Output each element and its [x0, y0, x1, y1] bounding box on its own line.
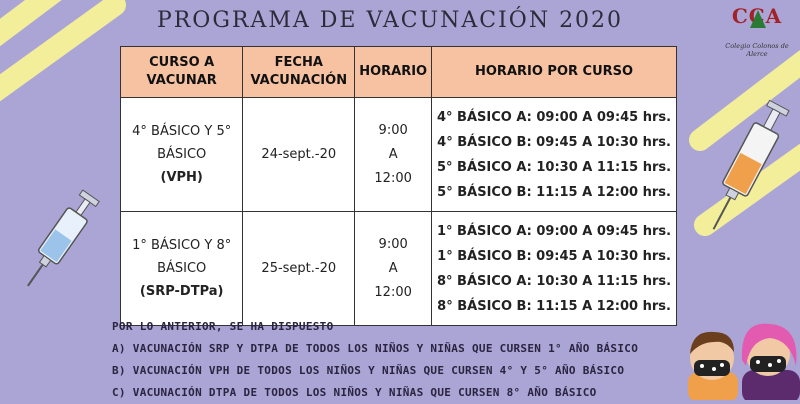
- school-logo: [718, 4, 796, 58]
- table-row: [121, 212, 677, 326]
- cell-slots: [432, 98, 677, 212]
- header-horario-por-curso: HORARIO POR CURSO: [432, 47, 677, 98]
- cell-curso: [121, 98, 243, 212]
- cell-horario: [355, 212, 432, 326]
- slot-item: 4° BÁSICO B: 09:45 A 10:30 hrs.: [437, 134, 671, 150]
- horario-start: 9:00: [378, 236, 408, 252]
- vaccine-label: (SRP-DTPa): [139, 284, 224, 299]
- tree-icon: [750, 10, 766, 28]
- cell-fecha: 25-sept.-20: [243, 212, 355, 326]
- header-fecha: FECHA VACUNACIÓN: [243, 47, 355, 98]
- curso-label: 4° BÁSICO Y 5° BÁSICO: [132, 124, 232, 162]
- notes-intro: POR LO ANTERIOR, SE HA DISPUESTO: [112, 320, 334, 333]
- vaccination-schedule-table: [120, 46, 677, 326]
- vaccine-label: (VPH): [160, 170, 203, 185]
- top-left-stripes: [0, 0, 115, 95]
- horario-end: 12:00: [374, 284, 412, 300]
- cell-horario: [355, 98, 432, 212]
- slot-item: 5° BÁSICO A: 10:30 A 11:15 hrs.: [436, 159, 672, 175]
- table-header-row: [121, 47, 677, 98]
- syringe-left-icon: [20, 180, 100, 300]
- horario-end: 12:00: [374, 170, 412, 186]
- note-item: A) VACUNACIÓN SRP Y DTPA DE TODOS LOS NIÑOS Y NIÑAS QUE CURSEN 1° AÑO BÁSICO: [112, 342, 639, 355]
- slot-item: 8° BÁSICO B: 11:15 A 12:00 hrs.: [437, 298, 671, 314]
- cell-slots: [432, 212, 677, 326]
- header-horario: HORARIO: [355, 47, 432, 98]
- cell-fecha: 24-sept.-20: [243, 98, 355, 212]
- slot-item: 1° BÁSICO A: 09:00 A 09:45 hrs.: [436, 223, 672, 239]
- slot-item: 4° BÁSICO A: 09:00 A 09:45 hrs.: [436, 109, 672, 125]
- slot-item: 8° BÁSICO A: 10:30 A 11:15 hrs.: [436, 273, 672, 289]
- logo-school-name: Colegio Colonos de Alerce: [725, 42, 789, 58]
- note-item: B) VACUNACIÓN VPH DE TODOS LOS NIÑOS Y NIÑAS QUE CURSEN 4° Y 5° AÑO BÁSICO: [112, 364, 625, 377]
- page-title: PROGRAMA DE VACUNACIÓN 2020: [156, 8, 624, 33]
- header-curso: CURSO A VACUNAR: [121, 47, 243, 98]
- curso-label: 1° BÁSICO Y 8° BÁSICO: [132, 238, 232, 276]
- slot-item: 5° BÁSICO B: 11:15 A 12:00 hrs.: [437, 184, 671, 200]
- logo-letters: CCA: [731, 4, 783, 28]
- syringe-right-icon: [700, 95, 790, 245]
- note-item: C) VACUNACIÓN DTPA DE TODOS LOS NIÑOS Y NIÑAS QUE CURSEN 8° AÑO BÁSICO: [112, 386, 597, 399]
- masked-kids-illustration: [670, 310, 800, 400]
- slot-item: 1° BÁSICO B: 09:45 A 10:30 hrs.: [437, 248, 671, 264]
- girl-with-mask: [742, 324, 800, 400]
- table-row: [121, 98, 677, 212]
- horario-start: 9:00: [378, 122, 408, 138]
- horario-sep: A: [388, 260, 398, 276]
- horario-sep: A: [388, 146, 398, 162]
- notes-section: [112, 316, 638, 404]
- cell-curso: [121, 212, 243, 326]
- boy-with-mask: [688, 332, 738, 400]
